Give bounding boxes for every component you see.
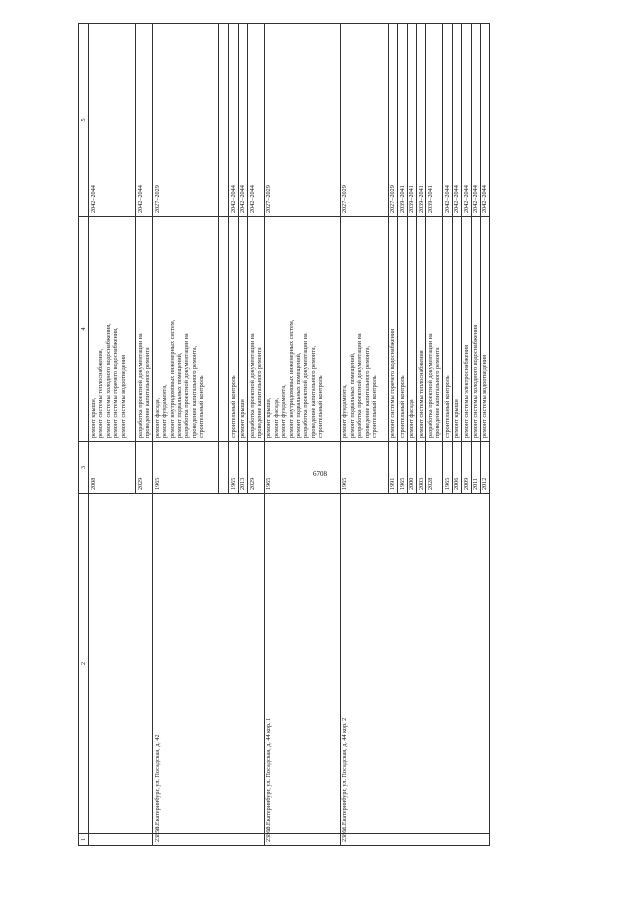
work-line: ремонт системы горячего водоснабжения (389, 329, 397, 438)
work-line: строительный контроль (443, 375, 451, 438)
work-line: ремонт подвальных помещений, (294, 352, 302, 438)
work-line: ремонт крыши (239, 399, 247, 438)
table-row (340, 24, 388, 846)
work-line: разработка проектной документации на (302, 333, 310, 438)
period-cell: 2039–2041 (417, 24, 426, 217)
year-cell: 2028 (426, 442, 443, 494)
work-cell (229, 217, 238, 442)
work-cell (340, 217, 388, 442)
year-cell: 2000 (407, 442, 416, 494)
period-cell: 2039–2041 (407, 24, 416, 217)
address-cell (89, 494, 153, 834)
work-line: ремонт внутридомовых инженерных систем, (287, 319, 295, 438)
table-row (89, 24, 136, 846)
work-line: ремонт фасада, (272, 397, 280, 438)
work-line: строительный контроль (229, 375, 237, 438)
period-cell: 2027–2029 (340, 24, 388, 217)
work-line: ремонт фасада, (153, 397, 161, 438)
row-number (89, 834, 153, 846)
table-body (89, 24, 490, 846)
col-header-5: 5 (79, 24, 89, 217)
work-line: ремонт крыши, (265, 397, 273, 438)
work-line: ремонт системы водоотведения (481, 355, 489, 438)
year-cell: 1965 (443, 442, 452, 494)
address-cell: г. Екатеринбург, ул. Посадская, д. 44 кор. 2 (340, 494, 489, 834)
work-cell (471, 217, 480, 442)
work-line: разработка проектной документации на (356, 333, 364, 438)
work-line: проведение капитального ремонта (144, 347, 152, 438)
year-cell: 1965 (153, 442, 219, 494)
col-header-4: 4 (79, 217, 89, 442)
work-line: проведение капитального ремонта, (363, 345, 371, 438)
year-cell: 2029 (136, 442, 153, 494)
table-row (264, 24, 340, 846)
work-line: проведение капитального ремонта (434, 347, 442, 438)
period-cell: 2039–2041 (398, 24, 407, 217)
period-cell: 2042–2044 (229, 24, 238, 217)
work-line: проведение капитального ремонта, (190, 345, 198, 438)
work-line: ремонт фундамента, (280, 384, 288, 438)
year-cell: 1965 (264, 442, 340, 494)
work-line: разработка проектной документации на (183, 333, 191, 438)
address-cell: г. Екатеринбург, ул. Посадская, д. 44 кор. 1 (264, 494, 340, 834)
column-number-row (79, 24, 89, 846)
col-header-1: 1 (79, 834, 89, 846)
work-cell (480, 217, 489, 442)
work-cell (153, 217, 219, 442)
col-header-3: 3 (79, 442, 89, 494)
work-line: ремонт фасада (408, 399, 416, 438)
work-line: ремонт системы холодного водоснабжения, (104, 323, 112, 438)
year-cell (219, 442, 229, 494)
work-line: ремонт системы водоотведения (119, 355, 127, 438)
row-number: 23859. (153, 834, 265, 846)
year-cell: 1965 (398, 442, 407, 494)
year-cell: 2029 (248, 442, 265, 494)
table-row (153, 24, 219, 846)
work-line: ремонт системы горячего водоснабжения, (112, 327, 120, 438)
work-cell (462, 217, 471, 442)
period-cell: 2042–2044 (462, 24, 471, 217)
work-line: ремонт крыши (453, 399, 461, 438)
address-cell: г. Екатеринбург, ул. Посадская, д. 42 (153, 494, 265, 834)
work-line: ремонт фундамента, (161, 384, 169, 438)
work-cell (417, 217, 426, 442)
year-cell: 2009 (462, 442, 471, 494)
work-line: строительный контроль (398, 375, 406, 438)
year-cell: 1965 (229, 442, 238, 494)
work-line: строительный контроль (198, 375, 206, 438)
year-cell: 2006 (452, 442, 461, 494)
work-line: ремонт крыши, (89, 397, 97, 438)
work-line: разработка проектной документации на (248, 333, 256, 438)
year-cell: 2008 (89, 442, 136, 494)
period-cell: 2042–2044 (452, 24, 461, 217)
work-line: ремонт системы теплоснабжения (417, 350, 425, 438)
period-cell: 2042–2044 (471, 24, 480, 217)
work-line: ремонт системы холодного водоснабжения (472, 324, 479, 438)
work-cell (426, 217, 443, 442)
period-cell: 2042–2044 (248, 24, 265, 217)
work-line: ремонт системы теплоснабжения, (97, 348, 105, 438)
work-line: ремонт внутридомовых инженерных систем, (168, 319, 176, 438)
year-cell: 2012 (480, 442, 489, 494)
work-cell (452, 217, 461, 442)
work-line: ремонт фундамента, (341, 384, 349, 438)
work-line: строительный контроль (370, 375, 378, 438)
work-cell (219, 217, 229, 442)
period-cell: 2042–2044 (238, 24, 247, 217)
year-cell: 2013 (238, 442, 247, 494)
row-number: 23861. (340, 834, 489, 846)
period-cell: 2042–2044 (136, 24, 153, 217)
page-number: 6708 (313, 470, 327, 478)
period-cell: 2027–2029 (388, 24, 397, 217)
work-line: разработка проектной документации на (426, 333, 434, 438)
register-page (78, 24, 618, 846)
period-cell (219, 24, 229, 217)
col-header-2: 2 (79, 494, 89, 834)
year-cell: 2003 (417, 442, 426, 494)
work-cell (136, 217, 153, 442)
period-cell: 2042–2044 (89, 24, 136, 217)
period-cell: 2039–2041 (426, 24, 443, 217)
work-cell (89, 217, 136, 442)
period-cell: 2042–2044 (443, 24, 452, 217)
period-cell: 2027–2029 (264, 24, 340, 217)
work-cell (388, 217, 397, 442)
year-cell: 1965 (340, 442, 388, 494)
year-cell: 1991 (388, 442, 397, 494)
work-line: ремонт подвальных помещений, (348, 352, 356, 438)
work-cell (248, 217, 265, 442)
work-cell (407, 217, 416, 442)
row-number: 23860. (264, 834, 340, 846)
capital-repair-table (78, 23, 490, 846)
work-cell (264, 217, 340, 442)
work-line: разработка проектной документации на (136, 333, 144, 438)
work-line: строительный контроль (317, 375, 325, 438)
work-cell (238, 217, 247, 442)
work-line: ремонт системы электроснабжения (462, 345, 470, 438)
period-cell: 2042–2044 (480, 24, 489, 217)
work-cell (398, 217, 407, 442)
work-line: проведение капитального ремонта (255, 347, 263, 438)
period-cell: 2027–2029 (153, 24, 219, 217)
year-cell: 2011 (471, 442, 480, 494)
work-line: проведение капитального ремонта, (309, 345, 317, 438)
work-line: ремонт подвальных помещений, (175, 352, 183, 438)
work-cell (443, 217, 452, 442)
